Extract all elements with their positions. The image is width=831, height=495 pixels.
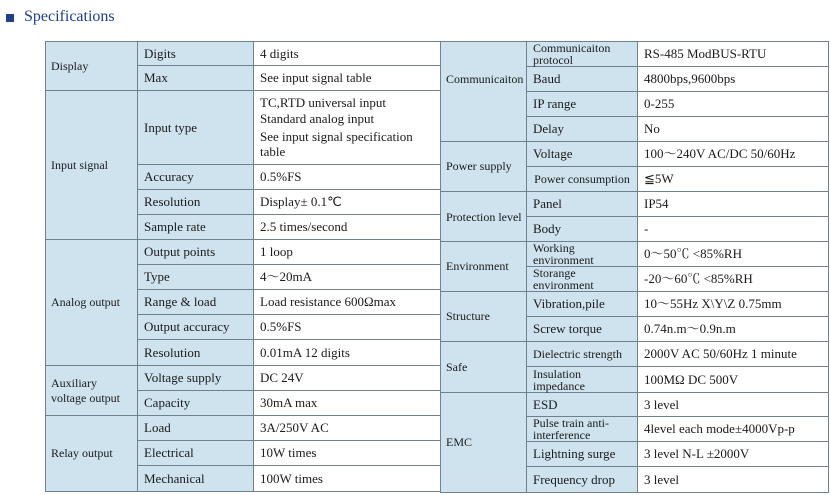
spec-label: Capacity xyxy=(138,391,254,416)
spec-label: Max xyxy=(138,66,254,91)
spec-value: 0.01mA 12 digits xyxy=(254,340,441,366)
spec-label-text: Power consumption xyxy=(534,172,630,186)
page-title: Specifications xyxy=(24,8,115,25)
category-power-supply: Power supply xyxy=(441,142,527,192)
spec-value: 3 level xyxy=(638,467,829,493)
spec-value: 2.5 times/second xyxy=(254,215,441,240)
spec-label-text: Working environment xyxy=(533,241,594,267)
spec-label-text: Communicaiton protocol xyxy=(533,41,611,67)
spec-label: Electrical xyxy=(138,441,254,466)
spec-value-line: Standard analog input xyxy=(260,110,375,126)
category-structure: Structure xyxy=(441,292,527,342)
spec-label xyxy=(527,417,638,442)
category-auxiliary-voltage: Auxiliary voltage output xyxy=(46,366,138,416)
spec-value-line: TC,RTD universal input xyxy=(260,95,386,111)
spec-value: RS-485 ModBUS-RTU xyxy=(638,42,829,67)
spec-label: Resolution xyxy=(138,190,254,215)
spec-label: Mechanical xyxy=(138,466,254,492)
spec-value: ≦5W xyxy=(638,167,829,192)
spec-label: Vibration,pile xyxy=(527,292,638,317)
spec-label: Voltage supply xyxy=(138,366,254,391)
spec-label: Output accuracy xyxy=(138,315,254,340)
category-protection-level xyxy=(441,192,527,242)
category-label: Protection level xyxy=(446,209,522,224)
spec-value: 30mA max xyxy=(254,391,441,416)
spec-label: Sample rate xyxy=(138,215,254,240)
spec-label xyxy=(527,367,638,393)
spec-value: 0～50℃ <85%RH xyxy=(638,242,829,267)
spec-value: 10～55Hz X\Y\Z 0.75mm xyxy=(638,292,829,317)
spec-value: IP54 xyxy=(638,192,829,217)
spec-label: Load xyxy=(138,416,254,441)
spec-value: 1 loop xyxy=(254,240,441,265)
category-input-signal: Input signal xyxy=(46,91,138,240)
spec-label: Body xyxy=(527,217,638,242)
spec-label: Resolution xyxy=(138,340,254,366)
spec-value: 3A/250V AC xyxy=(254,416,441,441)
section-heading xyxy=(6,6,115,28)
spec-label: Input type xyxy=(138,91,254,165)
spec-label: Lightning surge xyxy=(527,442,638,467)
spec-value: 100W times xyxy=(254,466,441,492)
spec-label: Panel xyxy=(527,192,638,217)
spec-label: IP range xyxy=(527,92,638,117)
category-relay-output: Relay output xyxy=(46,416,138,492)
spec-label: Type xyxy=(138,265,254,290)
spec-value: 0.74n.m～0.9n.m xyxy=(638,317,829,342)
spec-value: 4800bps,9600bps xyxy=(638,67,829,92)
spec-label: Range & load xyxy=(138,290,254,315)
category-safe: Safe xyxy=(441,342,527,393)
spec-label xyxy=(527,242,638,267)
right-spec-table xyxy=(440,41,829,493)
spec-value: 10W times xyxy=(254,441,441,466)
spec-label xyxy=(527,167,638,192)
spec-value: 100MΩ DC 500V xyxy=(638,367,829,393)
spec-value: 4～20mA xyxy=(254,265,441,290)
spec-value: 2000V AC 50/60Hz 1 minute xyxy=(638,342,829,367)
spec-value: 0.5%FS xyxy=(254,315,441,340)
spec-value: - xyxy=(638,217,829,242)
spec-label xyxy=(527,42,638,67)
spec-value: 3 level xyxy=(638,393,829,417)
spec-value: 4 digits xyxy=(254,42,441,66)
spec-value xyxy=(254,91,441,165)
spec-value: Display± 0.1℃ xyxy=(254,190,441,215)
category-display: Display xyxy=(46,42,138,91)
spec-value: Load resistance 600Ωmax xyxy=(254,290,441,315)
category-emc: EMC xyxy=(441,393,527,493)
spec-value: DC 24V xyxy=(254,366,441,391)
spec-label xyxy=(527,342,638,367)
spec-label: ESD xyxy=(527,393,638,417)
spec-label xyxy=(527,267,638,292)
spec-label: Screw torque xyxy=(527,317,638,342)
spec-value: 3 level N-L ±2000V xyxy=(638,442,829,467)
spec-label-text: Insulation impedance xyxy=(533,366,585,393)
spec-value: See input signal table xyxy=(254,66,441,91)
spec-value-line: See input signal specification table xyxy=(260,128,413,160)
spec-label-text: Pulse train anti-interference xyxy=(533,416,609,442)
spec-label: Voltage xyxy=(527,142,638,167)
category-communication: Communicaiton xyxy=(441,42,527,142)
left-spec-table xyxy=(45,41,441,492)
spec-label: Baud xyxy=(527,67,638,92)
spec-value: No xyxy=(638,117,829,142)
category-environment: Environment xyxy=(441,242,527,292)
spec-value: 100～240V AC/DC 50/60Hz xyxy=(638,142,829,167)
spec-label: Digits xyxy=(138,42,254,66)
spec-label-text: Storange environment xyxy=(533,266,594,292)
spec-value: 4level each mode±4000Vp-p xyxy=(638,417,829,442)
spec-label: Delay xyxy=(527,117,638,142)
spec-value: 0.5%FS xyxy=(254,165,441,190)
spec-label: Output points xyxy=(138,240,254,265)
spec-label: Frequency drop xyxy=(527,467,638,493)
bullet-square-icon xyxy=(6,14,14,22)
spec-value: 0-255 xyxy=(638,92,829,117)
spec-label-text: Dielectric strength xyxy=(533,347,622,361)
spec-value: -20～60℃ <85%RH xyxy=(638,267,829,292)
spec-label: Accuracy xyxy=(138,165,254,190)
category-analog-output: Analog output xyxy=(46,240,138,366)
